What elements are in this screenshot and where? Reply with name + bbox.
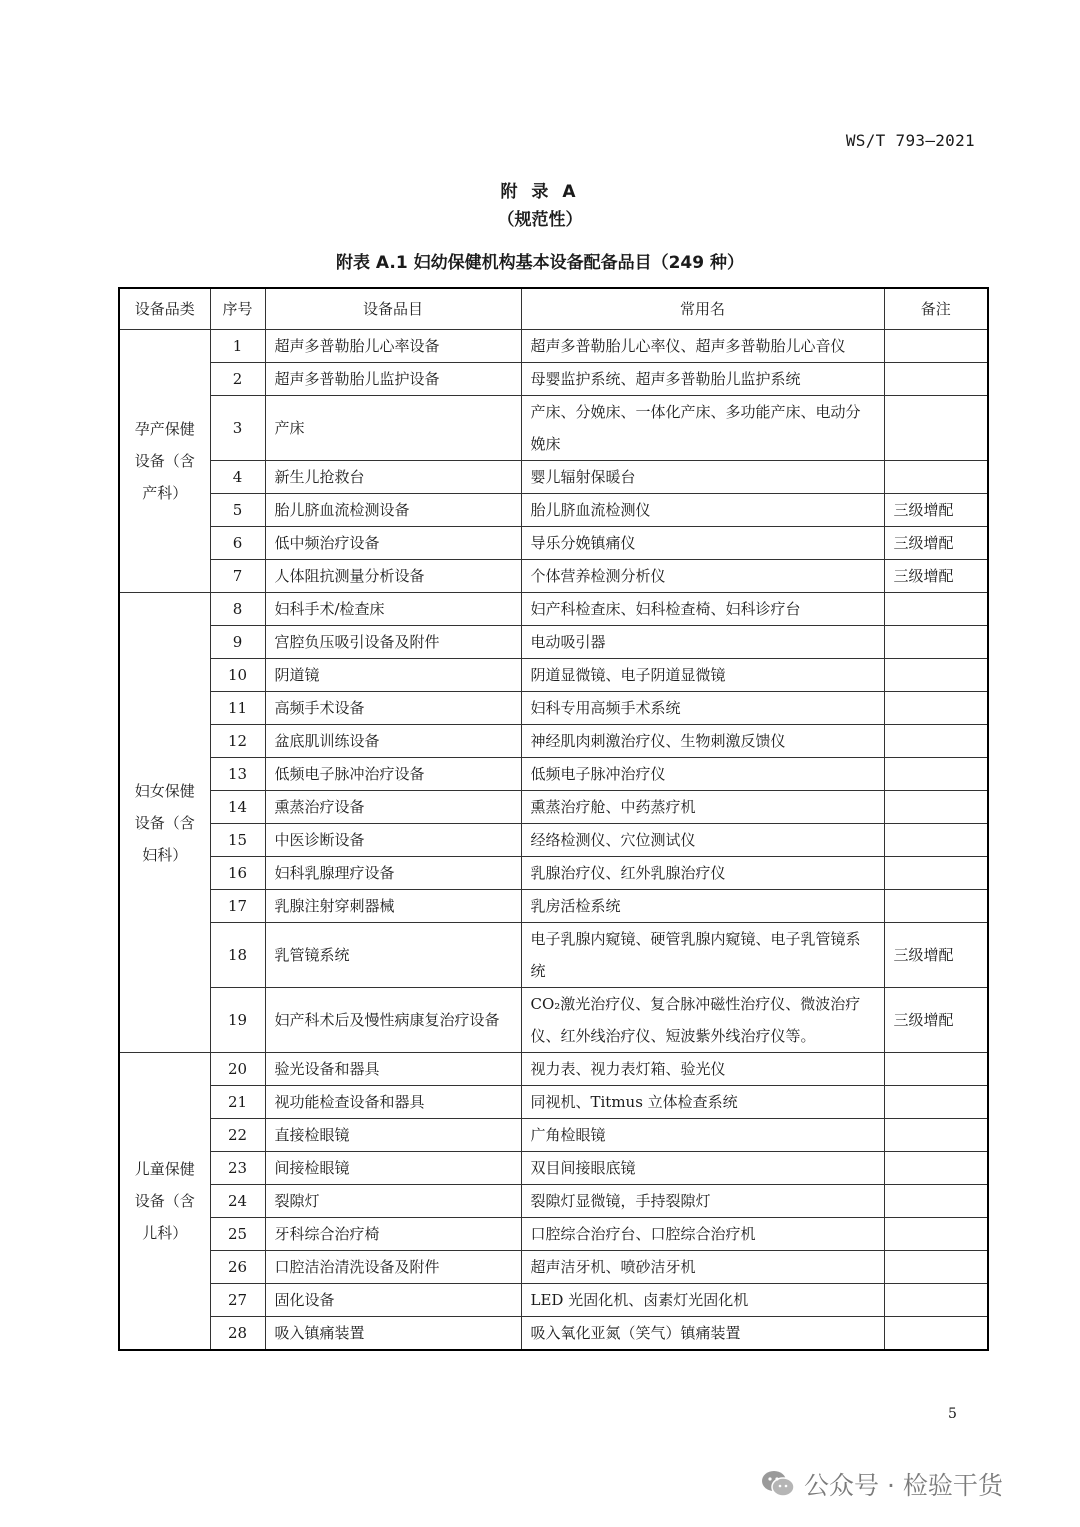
number-cell: 2 <box>210 363 265 396</box>
number-cell: 25 <box>210 1218 265 1251</box>
table-row <box>119 890 988 923</box>
table-row <box>119 1152 988 1185</box>
header-item: 设备品目 <box>265 288 521 330</box>
note-cell <box>884 857 988 890</box>
table-row <box>119 494 988 527</box>
common-name-cell: 熏蒸治疗舱、中药蒸疗机 <box>521 791 884 824</box>
standard-number: WS/T 793—2021 <box>845 131 975 150</box>
number-cell: 4 <box>210 461 265 494</box>
common-name-cell: 广角检眼镜 <box>521 1119 884 1152</box>
common-name-cell: 裂隙灯显微镜，手持裂隙灯 <box>521 1185 884 1218</box>
item-cell: 胎儿脐血流检测设备 <box>265 494 521 527</box>
table-body <box>119 330 988 1351</box>
number-cell: 20 <box>210 1053 265 1086</box>
number-cell: 22 <box>210 1119 265 1152</box>
common-name-cell: 神经肌肉刺激治疗仪、生物刺激反馈仪 <box>521 725 884 758</box>
item-cell: 宫腔负压吸引设备及附件 <box>265 626 521 659</box>
header-common-name: 常用名 <box>521 288 884 330</box>
table-row <box>119 725 988 758</box>
watermark <box>760 1466 1003 1502</box>
note-cell <box>884 1185 988 1218</box>
note-cell <box>884 1119 988 1152</box>
wechat-icon <box>760 1469 796 1499</box>
appendix-title: 附 录 A <box>500 182 580 202</box>
item-cell: 口腔洁治清洗设备及附件 <box>265 1251 521 1284</box>
item-cell: 产床 <box>265 396 521 461</box>
table-row <box>119 659 988 692</box>
item-cell: 超声多普勒胎儿监护设备 <box>265 363 521 396</box>
number-cell: 11 <box>210 692 265 725</box>
number-cell: 15 <box>210 824 265 857</box>
equipment-table <box>118 287 989 1351</box>
item-cell: 高频手术设备 <box>265 692 521 725</box>
common-name-cell: 婴儿辐射保暖台 <box>521 461 884 494</box>
table-row <box>119 857 988 890</box>
item-cell: 视功能检查设备和器具 <box>265 1086 521 1119</box>
item-cell: 超声多普勒胎儿心率设备 <box>265 330 521 363</box>
item-cell: 熏蒸治疗设备 <box>265 791 521 824</box>
table-row <box>119 363 988 396</box>
number-cell: 8 <box>210 593 265 626</box>
item-cell: 牙科综合治疗椅 <box>265 1218 521 1251</box>
category-cell: 妇女保健设备（含妇科） <box>119 593 210 1053</box>
item-cell: 妇科手术/检查床 <box>265 593 521 626</box>
note-cell <box>884 692 988 725</box>
table-row <box>119 1119 988 1152</box>
item-cell: 乳管镜系统 <box>265 923 521 988</box>
table-row <box>119 330 988 363</box>
common-name-cell: 母婴监护系统、超声多普勒胎儿监护系统 <box>521 363 884 396</box>
table-row <box>119 988 988 1053</box>
number-cell: 19 <box>210 988 265 1053</box>
common-name-cell: 吸入氧化亚氮（笑气）镇痛装置 <box>521 1317 884 1351</box>
common-name-cell: 口腔综合治疗台、口腔综合治疗机 <box>521 1218 884 1251</box>
note-cell <box>884 890 988 923</box>
item-cell: 验光设备和器具 <box>265 1053 521 1086</box>
common-name-cell: 同视机、Titmus 立体检查系统 <box>521 1086 884 1119</box>
table-row <box>119 1086 988 1119</box>
table-header-row <box>119 288 988 330</box>
note-cell <box>884 1152 988 1185</box>
number-cell: 12 <box>210 725 265 758</box>
table-row <box>119 461 988 494</box>
header-note: 备注 <box>884 288 988 330</box>
table-row <box>119 791 988 824</box>
number-cell: 24 <box>210 1185 265 1218</box>
table-row <box>119 560 988 593</box>
appendix-subtitle: （规范性） <box>497 210 583 230</box>
item-cell: 间接检眼镜 <box>265 1152 521 1185</box>
number-cell: 18 <box>210 923 265 988</box>
note-cell <box>884 758 988 791</box>
common-name-cell: 双目间接眼底镜 <box>521 1152 884 1185</box>
common-name-cell: 阴道显微镜、电子阴道显微镜 <box>521 659 884 692</box>
watermark-text: 公众号 · 检验干货 <box>804 1471 1003 1500</box>
table-row <box>119 758 988 791</box>
common-name-cell: 个体营养检测分析仪 <box>521 560 884 593</box>
table-row <box>119 1053 988 1086</box>
number-cell: 10 <box>210 659 265 692</box>
note-cell: 三级增配 <box>884 923 988 988</box>
common-name-cell: 电动吸引器 <box>521 626 884 659</box>
note-cell <box>884 330 988 363</box>
number-cell: 1 <box>210 330 265 363</box>
item-cell: 人体阻抗测量分析设备 <box>265 560 521 593</box>
table-row <box>119 1284 988 1317</box>
item-cell: 固化设备 <box>265 1284 521 1317</box>
item-cell: 直接检眼镜 <box>265 1119 521 1152</box>
number-cell: 9 <box>210 626 265 659</box>
table-row <box>119 593 988 626</box>
number-cell: 21 <box>210 1086 265 1119</box>
number-cell: 5 <box>210 494 265 527</box>
note-cell <box>884 1053 988 1086</box>
note-cell <box>884 396 988 461</box>
note-cell: 三级增配 <box>884 527 988 560</box>
note-cell <box>884 1251 988 1284</box>
item-cell: 妇科乳腺理疗设备 <box>265 857 521 890</box>
common-name-cell: 妇产科检查床、妇科检查椅、妇科诊疗台 <box>521 593 884 626</box>
common-name-cell: 导乐分娩镇痛仪 <box>521 527 884 560</box>
note-cell <box>884 593 988 626</box>
table-row <box>119 1218 988 1251</box>
number-cell: 14 <box>210 791 265 824</box>
common-name-cell: 乳房活检系统 <box>521 890 884 923</box>
note-cell: 三级增配 <box>884 494 988 527</box>
number-cell: 3 <box>210 396 265 461</box>
number-cell: 13 <box>210 758 265 791</box>
number-cell: 7 <box>210 560 265 593</box>
note-cell <box>884 1218 988 1251</box>
table-row <box>119 396 988 461</box>
table-row <box>119 1185 988 1218</box>
number-cell: 23 <box>210 1152 265 1185</box>
note-cell <box>884 363 988 396</box>
header-number: 序号 <box>210 288 265 330</box>
item-cell: 中医诊断设备 <box>265 824 521 857</box>
item-cell: 妇产科术后及慢性病康复治疗设备 <box>265 988 521 1053</box>
note-cell <box>884 626 988 659</box>
table-row <box>119 692 988 725</box>
table-row <box>119 527 988 560</box>
table-row <box>119 923 988 988</box>
note-cell: 三级增配 <box>884 988 988 1053</box>
common-name-cell: 电子乳腺内窥镜、硬管乳腺内窥镜、电子乳管镜系统 <box>521 923 884 988</box>
item-cell: 吸入镇痛装置 <box>265 1317 521 1351</box>
page-number: 5 <box>948 1406 957 1422</box>
item-cell: 盆底肌训练设备 <box>265 725 521 758</box>
common-name-cell: LED 光固化机、卤素灯光固化机 <box>521 1284 884 1317</box>
note-cell <box>884 461 988 494</box>
table-row <box>119 824 988 857</box>
category-cell: 儿童保健设备（含儿科） <box>119 1053 210 1351</box>
note-cell <box>884 791 988 824</box>
number-cell: 27 <box>210 1284 265 1317</box>
header-category: 设备品类 <box>119 288 210 330</box>
item-cell: 裂隙灯 <box>265 1185 521 1218</box>
number-cell: 26 <box>210 1251 265 1284</box>
note-cell: 三级增配 <box>884 560 988 593</box>
note-cell <box>884 1086 988 1119</box>
common-name-cell: 超声洁牙机、喷砂洁牙机 <box>521 1251 884 1284</box>
common-name-cell: 妇科专用高频手术系统 <box>521 692 884 725</box>
common-name-cell: 产床、分娩床、一体化产床、多功能产床、电动分娩床 <box>521 396 884 461</box>
item-cell: 阴道镜 <box>265 659 521 692</box>
number-cell: 6 <box>210 527 265 560</box>
number-cell: 28 <box>210 1317 265 1351</box>
note-cell <box>884 725 988 758</box>
common-name-cell: 视力表、视力表灯箱、验光仪 <box>521 1053 884 1086</box>
item-cell: 低中频治疗设备 <box>265 527 521 560</box>
table-title: 附表 A.1 妇幼保健机构基本设备配备品目（249 种） <box>336 253 744 273</box>
table-row <box>119 1251 988 1284</box>
item-cell: 乳腺注射穿刺器械 <box>265 890 521 923</box>
number-cell: 17 <box>210 890 265 923</box>
note-cell <box>884 1317 988 1351</box>
common-name-cell: 经络检测仪、穴位测试仪 <box>521 824 884 857</box>
note-cell <box>884 1284 988 1317</box>
note-cell <box>884 824 988 857</box>
common-name-cell: 乳腺治疗仪、红外乳腺治疗仪 <box>521 857 884 890</box>
note-cell <box>884 659 988 692</box>
table-row <box>119 626 988 659</box>
item-cell: 新生儿抢救台 <box>265 461 521 494</box>
item-cell: 低频电子脉冲治疗设备 <box>265 758 521 791</box>
category-cell: 孕产保健设备（含产科） <box>119 330 210 593</box>
table-row <box>119 1317 988 1351</box>
common-name-cell: CO₂激光治疗仪、复合脉冲磁性治疗仪、微波治疗仪、红外线治疗仪、短波紫外线治疗仪等。 <box>521 988 884 1053</box>
number-cell: 16 <box>210 857 265 890</box>
common-name-cell: 超声多普勒胎儿心率仪、超声多普勒胎儿心音仪 <box>521 330 884 363</box>
common-name-cell: 低频电子脉冲治疗仪 <box>521 758 884 791</box>
common-name-cell: 胎儿脐血流检测仪 <box>521 494 884 527</box>
